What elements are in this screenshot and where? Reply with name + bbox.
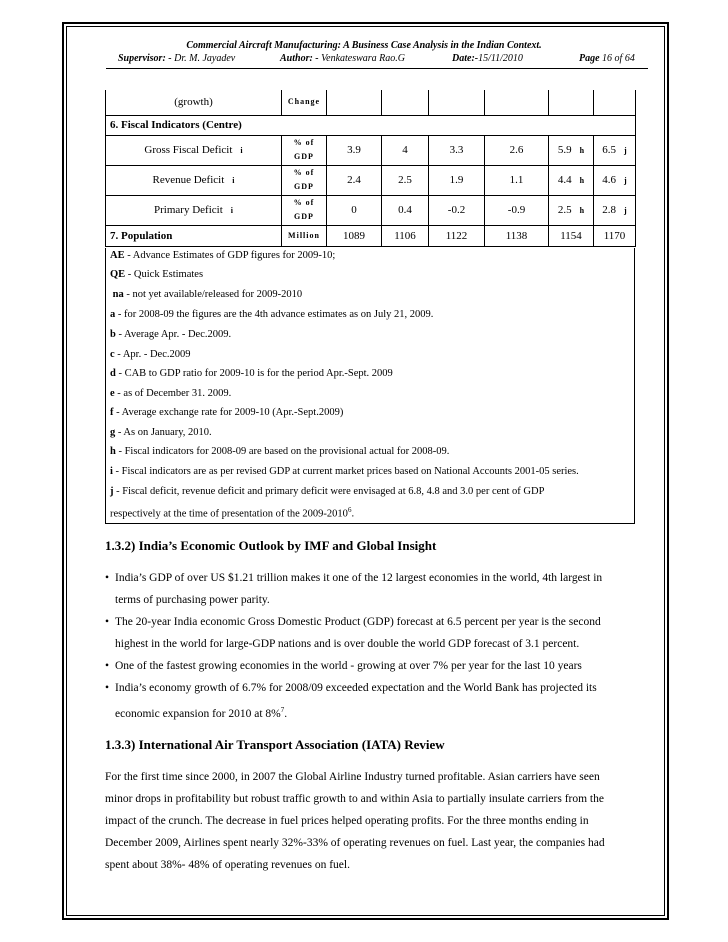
note-item: na - not yet available/released for 2009-2010 — [112, 289, 303, 300]
bullet-item: • One of the fastest growing economies in the world - growing at over 7% per year for the last 10 years — [105, 660, 582, 672]
table-cell: 6.5 j — [594, 135, 636, 165]
row-unit: % of GDP — [282, 165, 327, 195]
table-cell: 2.5 — [382, 165, 429, 195]
paragraph-line: impact of the crunch. The decrease in fuel prices helped operating profits. For the three months ending in — [105, 815, 589, 827]
supervisor-line: Supervisor: - Dr. M. Jayadev — [118, 53, 236, 64]
section-heading-132: 1.3.2) India’s Economic Outlook by IMF and Global Insight — [105, 538, 437, 553]
table-cell: 2.5 h — [549, 195, 594, 225]
note-item: AE - Advance Estimates of GDP figures for 2009-10; — [110, 250, 336, 261]
page-number: Page 16 of 64 — [579, 53, 635, 64]
bullet-item: • India’s economy growth of 6.7% for 2008/09 exceeded expectation and the World Bank has projected its economic expansion for 2010 at 8%$^7$. — [105, 682, 597, 720]
note-item: respectively at the time of presentation of the 2009-2010$^6$. — [110, 506, 355, 520]
table-row — [106, 90, 636, 115]
table-cell: 4 — [382, 135, 429, 165]
population-unit: Million — [282, 225, 327, 246]
author-line: Author: - Venkateswara Rao.G — [280, 53, 406, 64]
table-row — [106, 115, 636, 135]
table-row — [106, 135, 636, 165]
table-cell: -0.2 — [429, 195, 485, 225]
table-cell: 0.4 — [382, 195, 429, 225]
table-cell: 2.6 — [485, 135, 549, 165]
table-row — [106, 225, 636, 246]
paragraph-line: minor drops in profitability but robust traffic growth to and within Asia to partially insulate carriers from the — [105, 793, 604, 805]
note-item: j - Fiscal deficit, revenue deficit and primary deficit were envisaged at 6.8, 4.8 and 3.0 per cent of GDP — [110, 486, 545, 497]
bullet-item: • The 20-year India economic Gross Domestic Product (GDP) forecast at 6.5 percent per year is the second highest in the world for large-GDP nations and is over double the world GDP forecast of 3.1 percent. — [105, 616, 601, 650]
table-cell: 1170 — [594, 225, 636, 246]
table-cell: -0.9 — [485, 195, 549, 225]
table-cell: 4.6 j — [594, 165, 636, 195]
row-label: Primary Deficit i — [106, 195, 282, 225]
paragraph-line: spent about 38%- 48% of operating revenues on fuel. — [105, 859, 350, 871]
iata-paragraph — [105, 766, 648, 876]
population-label: 7. Population — [106, 225, 282, 246]
note-item: e - as of December 31. 2009. — [110, 388, 232, 399]
header-rule — [106, 68, 648, 69]
table-cell: 3.9 — [327, 135, 382, 165]
note-item: b - Average Apr. - Dec.2009. — [110, 329, 232, 340]
note-item: g - As on January, 2010. — [110, 427, 212, 438]
section-heading-133: 1.3.3) International Air Transport Association (IATA) Review — [105, 737, 445, 752]
note-item: d - CAB to GDP ratio for 2009-10 is for the period Apr.-Sept. 2009 — [110, 368, 393, 379]
table-cell: 2.8 j — [594, 195, 636, 225]
table-cell: 3.3 — [429, 135, 485, 165]
note-item: QE - Quick Estimates — [110, 269, 204, 280]
growth-unit: Change — [282, 90, 327, 115]
note-item: a - for 2008-09 the figures are the 4th advance estimates as on July 21, 2009. — [110, 309, 434, 320]
bullet-item: • India’s GDP of over US $1.21 trillion makes it one of the 12 largest economies in the world, 4th largest in terms of purchasing power parity. — [105, 572, 603, 606]
note-item: c - Apr. - Dec.2009 — [110, 349, 191, 360]
table-cell: 4.4 h — [549, 165, 594, 195]
table-cell: 1154 — [549, 225, 594, 246]
row-unit: % of GDP — [282, 135, 327, 165]
table-cell: 1.1 — [485, 165, 549, 195]
note-item: h - Fiscal indicators for 2008-09 are based on the provisional actual for 2008-09. — [110, 446, 450, 457]
note-item: f - Average exchange rate for 2009-10 (Apr.-Sept.2009) — [110, 407, 344, 418]
economic-indicators-table — [105, 90, 636, 247]
table-cell: 1122 — [429, 225, 485, 246]
table-cell: 0 — [327, 195, 382, 225]
table-notes — [105, 248, 635, 524]
row-label: Revenue Deficit i — [106, 165, 282, 195]
table-cell: 5.9 h — [549, 135, 594, 165]
table-cell: 1.9 — [429, 165, 485, 195]
paragraph-line: For the first time since 2000, in 2007 the Global Airline Industry turned profitable. Asian carriers have seen — [105, 771, 600, 783]
date-line: Date:-15/11/2010 — [452, 53, 523, 64]
note-item: i - Fiscal indicators are as per revised GDP at current market prices based on National Accounts 2001-05 series. — [110, 466, 579, 477]
row-label: Gross Fiscal Deficit i — [106, 135, 282, 165]
row-unit: % of GDP — [282, 195, 327, 225]
paragraph-line: December 2009, Airlines spent nearly 32%-33% of operating revenues on fuel. Last year, the companies had — [105, 837, 605, 849]
table-cell: 1089 — [327, 225, 382, 246]
document-title: Commercial Aircraft Manufacturing: A Business Case Analysis in the Indian Context. — [186, 40, 542, 51]
table-row — [106, 195, 636, 225]
table-row — [106, 165, 636, 195]
table-cell: 2.4 — [327, 165, 382, 195]
table-cell: 1138 — [485, 225, 549, 246]
section-fiscal-indicators: 6. Fiscal Indicators (Centre) — [106, 115, 636, 135]
growth-label: (growth) — [106, 90, 282, 115]
table-cell: 1106 — [382, 225, 429, 246]
